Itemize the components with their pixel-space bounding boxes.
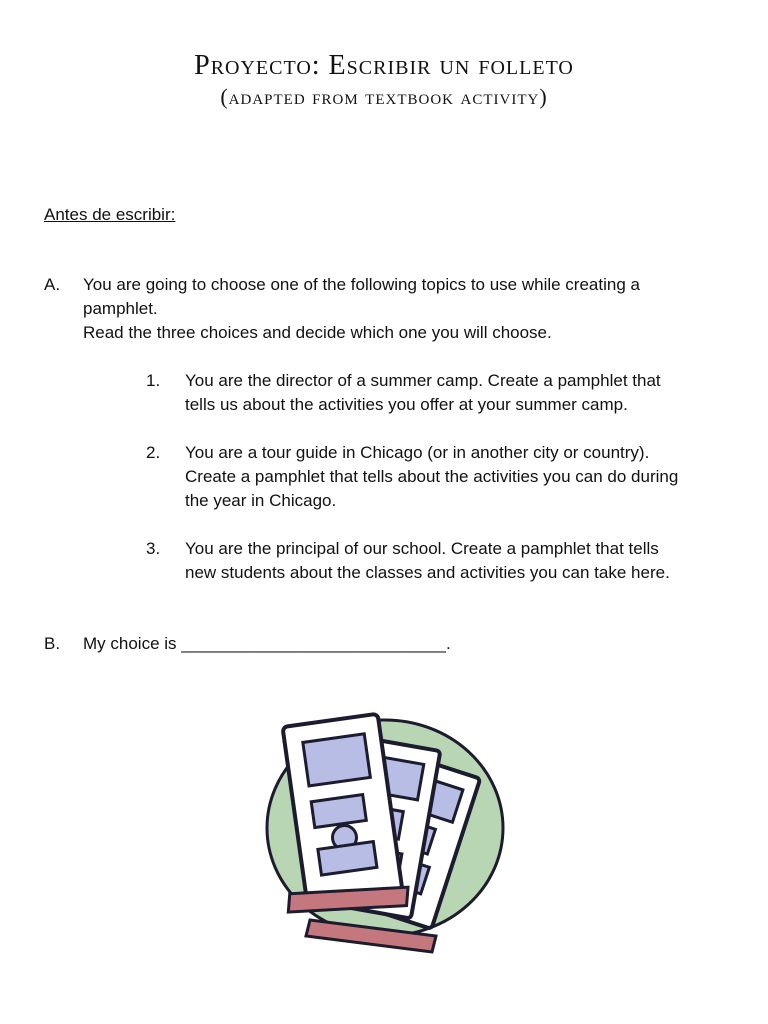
section-heading: Antes de escribir:: [44, 205, 176, 224]
choice-line: tells us about the activities you offer at your summer camp.: [185, 395, 628, 414]
item-a-line: Read the three choices and decide which one you will choose.: [83, 323, 552, 342]
choice-line: You are the principal of our school. Create a pamphlet that tells: [185, 539, 659, 558]
choice-number: 3.: [146, 539, 161, 558]
choice-answer-line: My choice is ____________________________.: [83, 634, 451, 653]
choice-line: You are a tour guide in Chicago (or in another city or country).: [185, 443, 650, 462]
choice-line: You are the director of a summer camp. Create a pamphlet that: [185, 371, 661, 390]
item-a-marker: A.: [44, 275, 61, 294]
item-a-line: pamphlet.: [83, 299, 158, 318]
choice-number: 2.: [146, 443, 161, 462]
item-a-line: You are going to choose one of the following topics to use while creating a: [83, 275, 640, 294]
choice-line: Create a pamphlet that tells about the activities you can do during: [185, 467, 679, 486]
choice-line: the year in Chicago.: [185, 491, 337, 510]
page-subtitle: (adapted from textbook activity): [220, 84, 548, 109]
page-title: Proyecto: Escribir un folleto: [194, 50, 574, 81]
pamphlets-clipart-icon: [240, 700, 510, 960]
item-b-marker: B.: [44, 634, 61, 653]
choice-line: new students about the classes and activities you can take here.: [185, 563, 670, 582]
choice-number: 1.: [146, 371, 161, 390]
